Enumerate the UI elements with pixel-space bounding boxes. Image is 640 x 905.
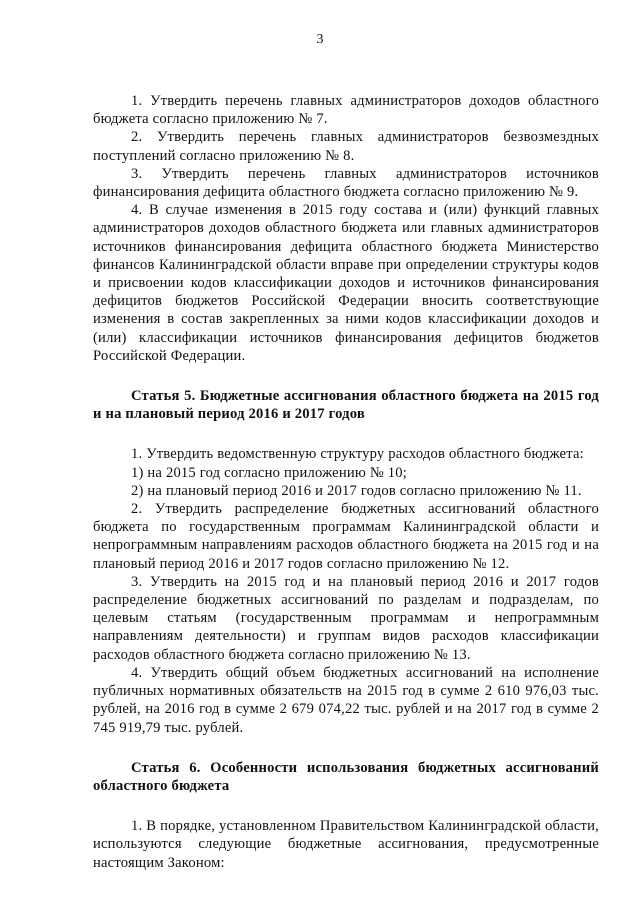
spacer bbox=[93, 365, 599, 387]
page-number: 3 bbox=[316, 32, 324, 47]
paragraph: 3. Утвердить на 2015 год и на плановый период 2016 и 2017 годов распределение бюджетных ассигнований по разделам и подразделам, по целевым статьям (государственным программам и непрограммным направлениям деятельности) и группам видов расходов классификации расходов областного бюджета согласно приложению № 13. bbox=[93, 573, 599, 663]
article-heading: Статья 5. Бюджетные ассигнования областного бюджета на 2015 год и на плановый период 2016 и 2017 годов bbox=[93, 388, 599, 423]
spacer bbox=[93, 795, 599, 817]
document-body bbox=[93, 92, 599, 872]
paragraph: 1. В порядке, установленном Правительством Калининградской области, используются следующие бюджетные ассигнования, предусмотренные настоящим Законом: bbox=[93, 818, 599, 871]
paragraph: 2) на плановый период 2016 и 2017 годов согласно приложению № 11. bbox=[131, 482, 582, 499]
paragraph: 2. Утвердить перечень главных администраторов безвозмездных поступлений согласно приложению № 8. bbox=[93, 129, 599, 164]
paragraph: 2. Утвердить распределение бюджетных ассигнований областного бюджета по государственным программам Калининградской области и непрограммным направлениям расходов областного бюджета на 2015 год и на плановый период 2016 и 2017 годов согласно приложению № 12. bbox=[93, 501, 599, 572]
article-heading: Статья 6. Особенности использования бюджетных ассигнований областного бюджета bbox=[93, 759, 599, 794]
paragraph: 1. Утвердить ведомственную структуру расходов областного бюджета: bbox=[131, 446, 584, 463]
spacer bbox=[93, 423, 599, 445]
spacer bbox=[93, 737, 599, 759]
paragraph: 1) на 2015 год согласно приложению № 10; bbox=[131, 464, 408, 481]
paragraph: 4. В случае изменения в 2015 году состава и (или) функций главных администраторов доходов областного бюджета или главных администраторов источников финансирования дефицита областного бюджета Министерство финансов Калининградской области вправе при определении структуры кодов и присвоении кодов классификации доходов и источников финансирования дефицитов бюджетов Российской Федерации вносить соответствующие изменения в состав закрепленных за ними кодов классификации доходов и (или) классификации источников финансирования дефицитов бюджетов Российской Федерации. bbox=[93, 202, 599, 364]
paragraph: 3. Утвердить перечень главных администраторов источников финансирования дефицита областного бюджета согласно приложению № 9. bbox=[93, 165, 599, 201]
paragraph: 4. Утвердить общий объем бюджетных ассигнований на исполнение публичных нормативных обязательств на 2015 год в сумме 2 610 976,03 тыс. рублей, на 2016 год в сумме 2 679 074,22 тыс. рублей и на 2017 год в сумме 2 745 919,79 тыс. рублей. bbox=[93, 664, 599, 736]
paragraph: 1. Утвердить перечень главных администраторов доходов областного бюджета согласно приложению № 7. bbox=[93, 93, 599, 128]
